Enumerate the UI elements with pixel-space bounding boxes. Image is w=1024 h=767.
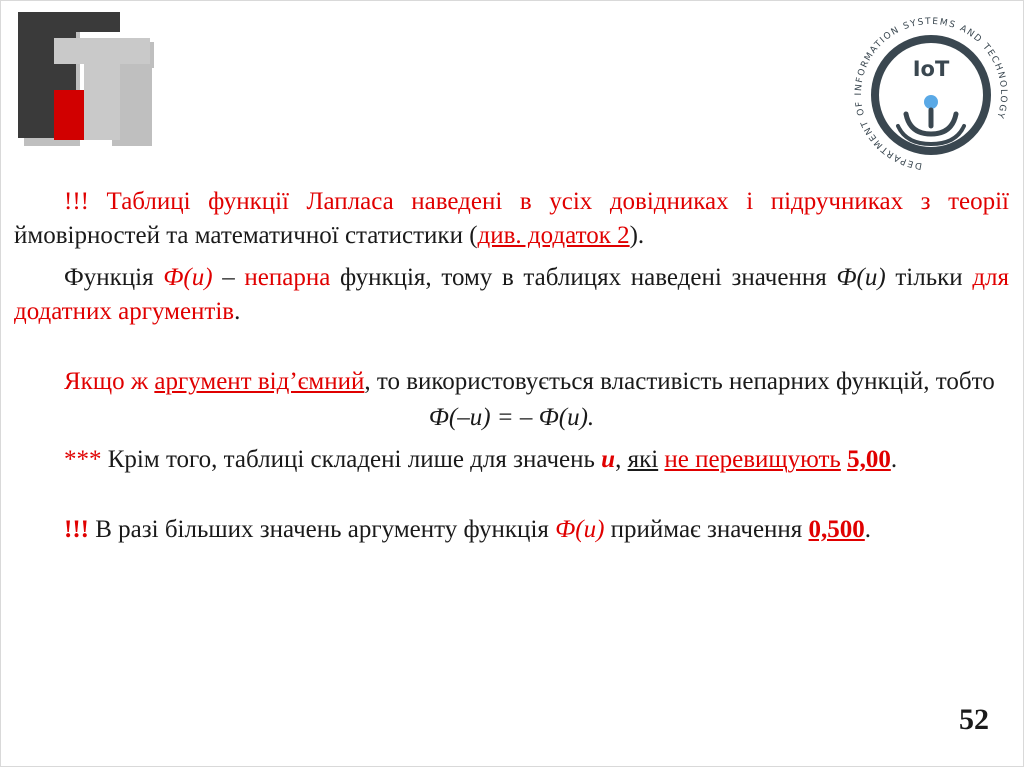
- fit-logo: [18, 12, 158, 148]
- phi-u-2: Ф(u): [836, 264, 886, 291]
- exclamation-marks-2: !!!: [64, 516, 89, 543]
- phi-u-3: Ф(u): [555, 516, 605, 543]
- seal-ring-text: DEPARTMENT OF INFORMATION SYSTEMS AND TECHNOLOGY: [854, 16, 1009, 171]
- slide-content: [14, 185, 1009, 547]
- page-number: 52: [959, 703, 989, 736]
- if-word: Якщо ж: [64, 368, 149, 395]
- punct: .: [890, 446, 898, 473]
- appendix-link[interactable]: див. додаток 2: [477, 222, 630, 249]
- punct: ).: [629, 222, 645, 249]
- punct: ,: [615, 446, 622, 473]
- punct: .: [234, 298, 241, 325]
- odd-word: непарна: [244, 264, 331, 291]
- paragraph-odd-function: [14, 261, 1009, 329]
- laplace-tables-text: Таблиці функції Лапласа наведені в усіх довідниках і підручниках з теорії: [106, 188, 1010, 215]
- limit-value: 5,00: [847, 446, 891, 473]
- not-exceed-text: не перевищують: [664, 446, 841, 473]
- laplace-tables-text-2: ймовірностей та математичної статистики (: [14, 222, 478, 249]
- u-variable: u: [601, 446, 616, 473]
- paragraph-large-values: [14, 513, 1009, 547]
- paragraph-max-value: [14, 443, 1009, 477]
- only-word: тільки: [895, 264, 963, 291]
- odd-function-text: функція, тому в таблицях наведені значення: [340, 264, 827, 291]
- iot-department-seal: [840, 6, 1022, 184]
- seal-svg: [840, 6, 1022, 184]
- takes-value-text: приймає значення: [610, 516, 803, 543]
- odd-property-text: , то використовується властивість непарних функцій, тобто: [364, 368, 995, 395]
- phi-u: Ф(u): [163, 264, 213, 291]
- exclamation-marks: !!!: [64, 188, 89, 215]
- function-word: Функція: [64, 264, 154, 291]
- which-word: які: [627, 446, 659, 473]
- punct: .: [864, 516, 872, 543]
- seal-iot-label: IoT: [912, 57, 950, 81]
- negative-argument-text: аргумент від’ємний: [154, 368, 365, 395]
- seal-dot-icon: [924, 95, 938, 109]
- paragraph-laplace-tables: [14, 185, 1009, 253]
- positive-args-text: для додатних аргументів: [14, 264, 1010, 325]
- large-values-text: В разі більших значень аргументу функція: [95, 516, 549, 543]
- odd-function-formula: Ф(–u) = – Ф(u).: [428, 404, 595, 431]
- paragraph-negative-argument: [14, 365, 1009, 399]
- tables-limit-text: Крім того, таблиці складені лише для значень: [107, 446, 595, 473]
- half-value: 0,500: [808, 516, 865, 543]
- asterisk-marks: ***: [64, 446, 102, 473]
- dash: –: [222, 264, 235, 291]
